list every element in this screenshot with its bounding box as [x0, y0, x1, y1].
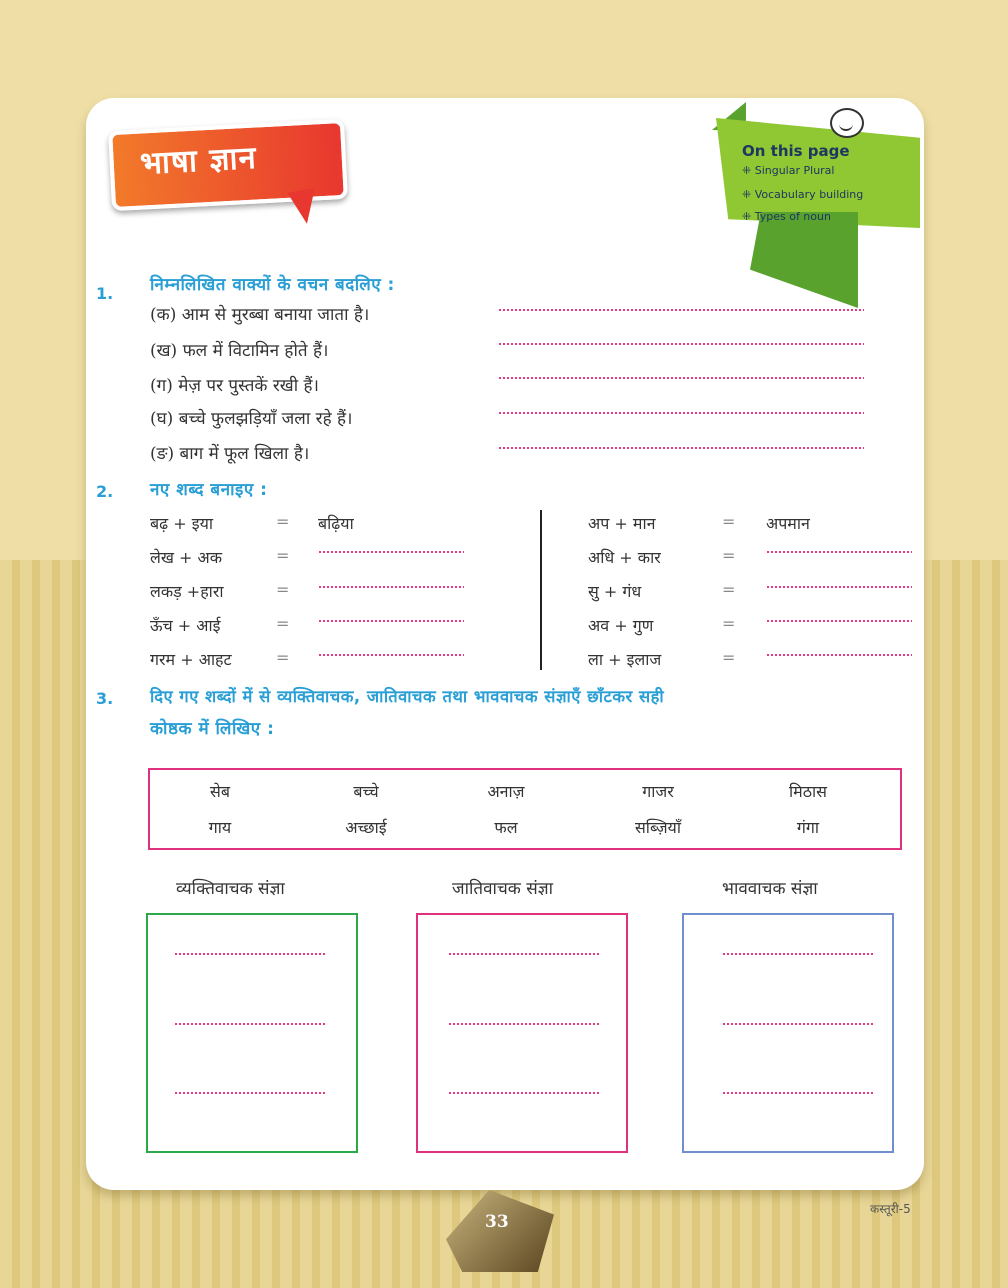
- word-bank-word: गाय: [208, 818, 232, 837]
- equals-sign: =: [722, 580, 736, 599]
- word-answer: अपमान: [766, 514, 810, 533]
- equals-sign: =: [722, 512, 736, 531]
- section-title: भाषा ज्ञान: [139, 139, 258, 183]
- category-heading: व्यक्तिवाचक संज्ञा: [176, 879, 285, 899]
- answer-line[interactable]: [174, 1092, 326, 1094]
- on-this-page-item: ⁜ Singular Plural: [742, 164, 835, 177]
- equals-sign: =: [722, 546, 736, 565]
- answer-line[interactable]: [722, 953, 874, 955]
- answer-line[interactable]: [498, 377, 864, 379]
- on-this-page-item: ⁜ Vocabulary building: [742, 188, 864, 201]
- question-1-number: 1.: [96, 284, 114, 303]
- word-bank-word: सेब: [210, 782, 230, 801]
- title-banner-tail: [287, 188, 320, 226]
- equals-sign: =: [722, 614, 736, 633]
- word-expression: ऊँच + आई: [150, 616, 221, 635]
- equals-sign: =: [276, 648, 290, 667]
- on-this-page-title: On this page: [742, 142, 850, 160]
- word-expression: गरम + आहट: [150, 650, 232, 669]
- word-bank-word: अच्छाई: [345, 818, 387, 837]
- answer-line[interactable]: [448, 1023, 600, 1025]
- equals-sign: =: [276, 580, 290, 599]
- word-expression: अधि + कार: [588, 548, 661, 567]
- answer-line[interactable]: [498, 447, 864, 449]
- word-expression: लकड़ +हारा: [150, 582, 224, 601]
- q1-sentence: (ग) मेज़ पर पुस्तकें रखी हैं।: [150, 376, 319, 396]
- word-answer: बढ़िया: [318, 514, 354, 533]
- word-bank-word: सब्ज़ियाँ: [634, 818, 681, 837]
- word-bank-word: गंगा: [796, 818, 820, 837]
- category-heading: जातिवाचक संज्ञा: [452, 879, 554, 899]
- word-expression: अव + गुण: [588, 616, 654, 635]
- word-expression: बढ़ + इया: [150, 514, 214, 533]
- word-bank-word: गाजर: [642, 782, 674, 801]
- equals-sign: =: [276, 512, 290, 531]
- answer-line[interactable]: [498, 343, 864, 345]
- question-2-number: 2.: [96, 482, 114, 501]
- word-bank-word: मिठास: [789, 782, 827, 801]
- answer-line[interactable]: [722, 1092, 874, 1094]
- answer-line[interactable]: [318, 620, 464, 622]
- word-expression: अप + मान: [588, 514, 656, 533]
- equals-sign: =: [276, 614, 290, 633]
- answer-line[interactable]: [766, 586, 912, 588]
- page-number: 33: [485, 1212, 509, 1232]
- answer-box-proper-noun: [146, 913, 358, 1153]
- word-expression: लेख + अक: [150, 548, 223, 567]
- answer-line[interactable]: [766, 654, 912, 656]
- word-bank-word: बच्चे: [353, 782, 379, 801]
- word-expression: सु + गंध: [588, 582, 642, 601]
- word-bank-word: अनाज़: [487, 782, 525, 801]
- answer-line[interactable]: [498, 309, 864, 311]
- answer-line[interactable]: [448, 1092, 600, 1094]
- equals-sign: =: [276, 546, 290, 565]
- word-expression: ला + इलाज: [588, 650, 662, 669]
- q1-sentence: (ख) फल में विटामिन होते हैं।: [150, 341, 329, 361]
- q1-sentence: (ङ) बाग में फूल खिला है।: [150, 444, 310, 464]
- answer-line[interactable]: [498, 412, 864, 414]
- answer-line[interactable]: [174, 1023, 326, 1025]
- answer-line[interactable]: [722, 1023, 874, 1025]
- answer-line[interactable]: [318, 586, 464, 588]
- equals-sign: =: [722, 648, 736, 667]
- smiley-icon: [830, 108, 864, 138]
- answer-line[interactable]: [766, 551, 912, 553]
- question-1-text: निम्नलिखित वाक्यों के वचन बदलिए :: [150, 275, 395, 295]
- question-3-text-line1: दिए गए शब्दों में से व्यक्तिवाचक, जातिवाचक तथा भाववाचक संज्ञाएँ छाँटकर सही: [150, 687, 665, 706]
- word-bank-word: फल: [494, 818, 518, 837]
- question-3-text-line2: कोष्ठक में लिखिए :: [150, 719, 275, 739]
- q1-sentence: (घ) बच्चे फुलझड़ियाँ जला रहे हैं।: [150, 409, 353, 429]
- column-divider: [540, 510, 542, 670]
- category-heading: भाववाचक संज्ञा: [722, 879, 818, 899]
- book-name: कस्तूरी-5: [870, 1202, 911, 1216]
- question-2-text: नए शब्द बनाइए :: [150, 480, 268, 500]
- answer-box-abstract-noun: [682, 913, 894, 1153]
- answer-line[interactable]: [448, 953, 600, 955]
- q1-sentence: (क) आम से मुरब्बा बनाया जाता है।: [150, 305, 370, 325]
- answer-line[interactable]: [318, 654, 464, 656]
- answer-line[interactable]: [766, 620, 912, 622]
- answer-line[interactable]: [174, 953, 326, 955]
- answer-line[interactable]: [318, 551, 464, 553]
- answer-box-common-noun: [416, 913, 628, 1153]
- on-this-page-item: ⁜ Types of noun: [742, 210, 831, 223]
- question-3-number: 3.: [96, 689, 114, 708]
